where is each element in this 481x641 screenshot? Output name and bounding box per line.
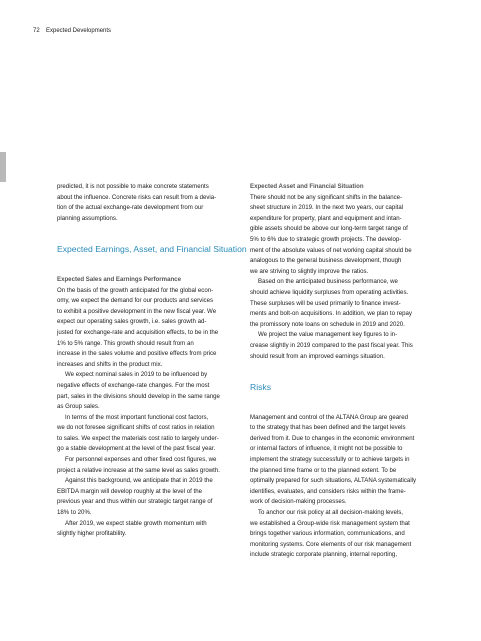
paragraph — [57, 182, 249, 224]
text-line: to the strategy that has been defined and the target levels — [250, 424, 406, 432]
text-line: 5% to 6% due to strategic growth projects. The develop- — [250, 235, 402, 243]
text-line: previous year and thus within our strategic target range of — [57, 498, 213, 506]
paragraph — [57, 519, 249, 540]
text-line: work of decision-making processes. — [250, 498, 347, 506]
text-line: We project the value management key figures to in- — [258, 331, 398, 339]
page-number: 72 — [33, 28, 40, 34]
text-line: Management and control of the ALTANA Group are geared — [250, 413, 408, 421]
text-line: expect our operating sales growth, i.e. sales growth ad- — [57, 318, 207, 326]
paragraph — [250, 413, 442, 508]
text-line: part, sales in the divisions should develop in the same range — [57, 392, 220, 400]
text-line: should result from an improved earnings situation. — [250, 352, 385, 360]
text-line: There should not be any significant shifts in the balance- — [250, 193, 403, 201]
text-line: EBITDA margin will develop roughly at the level of the — [57, 487, 202, 495]
text-line: about the influence. Concrete risks can result from a devia- — [57, 193, 217, 201]
text-line: Based on the anticipated business performance, we — [258, 278, 398, 286]
text-line: For personnel expenses and other fixed cost figures, we — [65, 456, 217, 464]
text-line: After 2019, we expect stable growth momentum with — [65, 519, 207, 527]
paragraph — [57, 455, 249, 476]
paragraph — [250, 508, 442, 561]
paragraph — [250, 193, 442, 278]
paragraph — [250, 330, 442, 362]
text-line: tion of the actual exchange-rate development from our — [57, 204, 204, 212]
text-line: To anchor our risk policy at all decision-making levels, — [258, 509, 403, 517]
text-line: derived from it. Due to changes in the economic environment — [250, 434, 415, 442]
text-line: analogous to the general business development, though — [250, 257, 402, 265]
text-line: negative effects of exchange-rate changes. For the most — [57, 381, 210, 389]
text-line: increases and shifts in the product mix. — [57, 360, 163, 368]
text-line: 18% to 20%. — [57, 509, 92, 517]
text-line: we are striving to slightly improve the ratios. — [250, 267, 369, 275]
paragraph — [57, 413, 249, 455]
text-line: or internal factors of influence, it might not be possible to — [250, 445, 403, 453]
text-line: planning assumptions. — [57, 214, 118, 222]
text-line: 1% to 5% range. This growth should result from an — [57, 339, 194, 347]
text-line: increase in the sales volume and positive effects from price — [57, 350, 217, 358]
text-line: We expect nominal sales in 2019 to be influenced by — [65, 371, 208, 379]
text-line: the planned time frame or to the planned extent. To be — [250, 466, 397, 474]
text-line: crease slightly in 2019 compared to the past fiscal year. This — [250, 341, 413, 349]
text-line: predicted, it is not possible to make concrete statements — [57, 183, 209, 190]
text-line: should achieve liquidity surpluses from operating activities. — [250, 288, 409, 296]
text-line: as Group sales. — [57, 403, 100, 411]
subheading: Expected Asset and Financial Situation — [250, 183, 364, 190]
left-column — [57, 182, 249, 540]
paragraph — [250, 277, 442, 330]
text-line: omy, we expect the demand for our products and services — [57, 297, 214, 305]
text-line: to sales. We expect the materials cost ratio to largely under- — [57, 434, 219, 442]
text-line: we do not foresee significant shifts of cost ratios in relation — [57, 424, 215, 432]
text-line: In terms of the most important functional cost factors, — [65, 413, 209, 421]
text-line: to exhibit a positive development in the new fiscal year. We — [57, 307, 217, 315]
running-header — [33, 27, 111, 35]
paragraph — [57, 286, 249, 371]
text-line: the promissory note loans on schedule in 2019 and 2020. — [250, 320, 405, 328]
text-line: brings together various information, communications, and — [250, 530, 405, 538]
paragraph — [57, 370, 249, 412]
paragraph — [57, 476, 249, 518]
text-line: On the basis of the growth anticipated for the global econ- — [57, 286, 214, 294]
text-line: Against this background, we anticipate that in 2019 the — [65, 477, 213, 485]
text-line: sheet structure in 2019. In the next two years, our capital — [250, 204, 404, 212]
text-line: slightly higher profitability. — [57, 530, 127, 538]
text-line: include strategic corporate planning, internal reporting, — [250, 551, 398, 559]
section-heading: Expected Earnings, Asset, and Financial Situation — [57, 244, 247, 255]
text-line: optimally prepared for such situations, ALTANA systematically — [250, 477, 417, 485]
text-line: gible assets should be above our long-term target range of — [250, 225, 408, 233]
right-column — [250, 182, 442, 561]
edge-tab-marker — [0, 152, 6, 182]
section-title: Expected Developments — [46, 28, 112, 34]
text-line: These surpluses will be used primarily to finance invest- — [250, 299, 401, 307]
text-line: justed for exchange-rate and acquisition effects, to be in the — [57, 328, 219, 336]
text-line: ment of the absolute values of net working capital should be — [250, 246, 412, 254]
text-line: ments and bolt-on acquisitions. In addition, we plan to repay — [250, 310, 412, 318]
text-line: go a stable development at the level of the past fiscal year. — [57, 445, 216, 453]
text-line: monitoring systems. Core elements of our risk management — [250, 540, 412, 548]
subheading: Expected Sales and Earnings Performance — [57, 275, 181, 283]
text-line: we established a Group-wide risk management system that — [250, 519, 410, 527]
text-line: expenditure for property, plant and equipment and intan- — [250, 214, 402, 222]
section-heading: Risks — [250, 382, 272, 393]
text-line: identifies, evaluates, and considers risks within the frame- — [250, 487, 406, 495]
text-line: implement the strategy successfully or to achieve targets in — [250, 456, 410, 464]
text-line: project a relative increase at the same level as sales growth. — [57, 466, 220, 474]
